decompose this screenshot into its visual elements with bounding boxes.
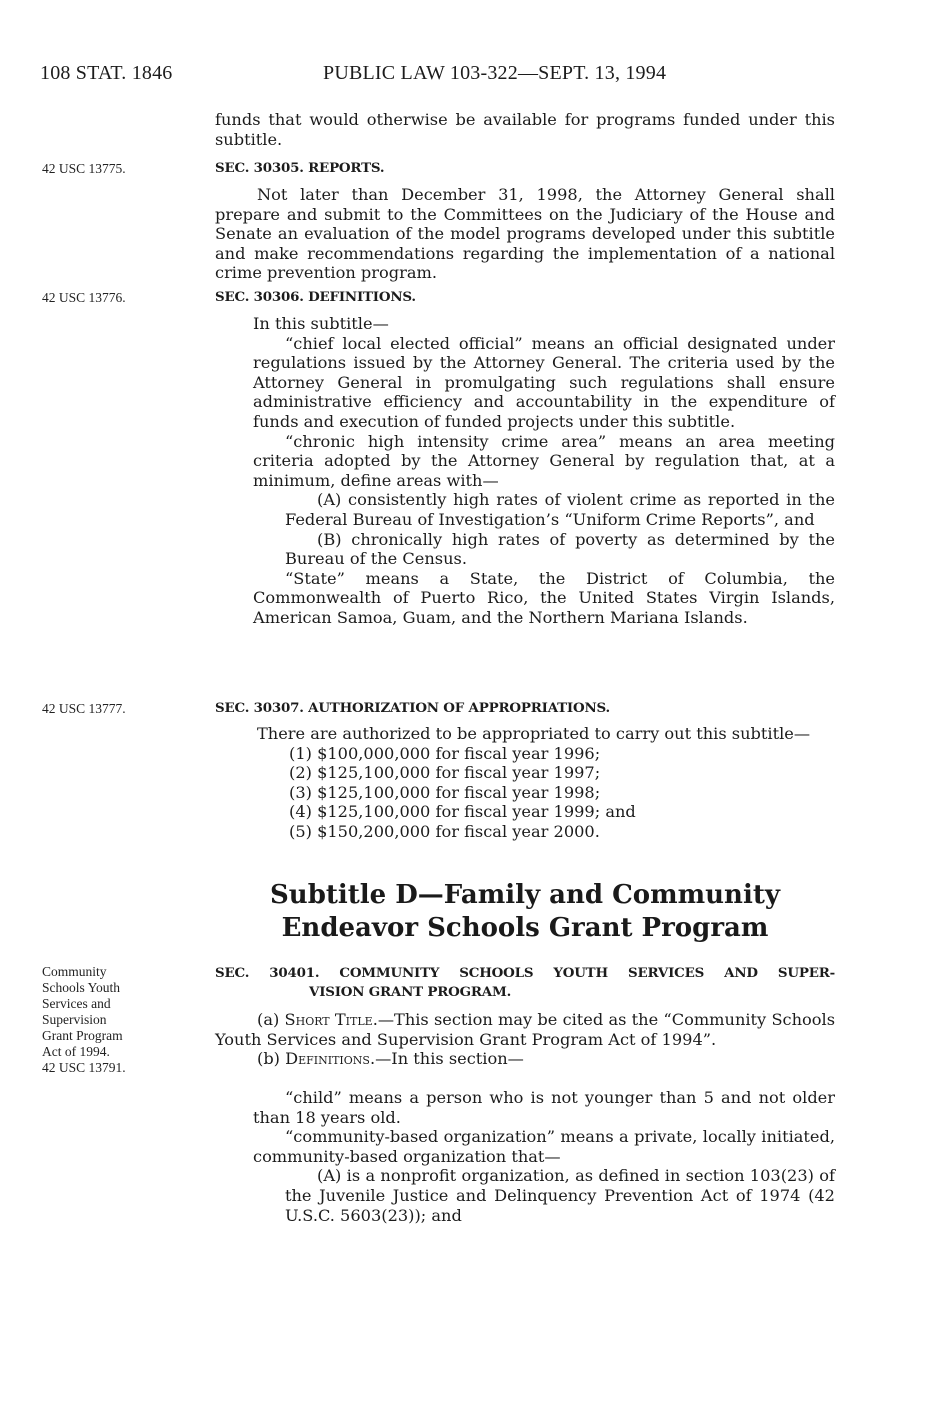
margin-note-usc-13775: 42 USC 13775. [42,161,126,176]
stat-page-citation: 108 STAT. 1846 [40,62,173,84]
short-title-caption: Short Title. [284,1010,378,1029]
subtitle-d-line-2: Endeavor Schools Grant Program [281,913,769,943]
reports-paragraph: Not later than December 31, 1998, the Attorney General shall prepare and submit to the Committees on the Judiciary of the House and Senate an evaluation of the model programs developed under this subtitle and make recommendations regarding the implementation of a national crime prevention program. [215,185,835,283]
appropriation-item-1: (1) $100,000,000 for fiscal year 1996; [289,743,601,763]
section-30401-definitions [253,1088,835,1225]
appropriation-item-2: (2) $125,100,000 for fiscal year 1997; [289,763,601,783]
definition-state: “State” means a State, the District of Columbia, the Commonwealth of Puerto Rico, the United States Virgin Islands, American Samoa, Guam, and the Northern Mariana Islands. [253,568,835,627]
definition-child: “child” means a person who is not younger than 5 and not older than 18 years old. [253,1088,835,1127]
section-30307-body [215,724,835,842]
subtitle-d-heading [215,879,835,945]
appropriations-intro: There are authorized to be appropriated to carry out this subtitle— [257,724,811,743]
definition-cbo-clause-a: (A) is a nonprofit organization, as defined in section 103(23) of the Juvenile Justice and Delinquency Prevention Act of 1974 (42 U.S.C. 5603(23)); and [285,1166,835,1225]
section-heading-30307: SEC. 30307. AUTHORIZATION OF APPROPRIATIONS. [215,700,610,716]
definition-chronic-clause-b: (B) chronically high rates of poverty as determined by the Bureau of the Census. [285,529,835,569]
margin-note-usc-13777: 42 USC 13777. [42,701,126,716]
definition-chief-local-elected-official: “chief local elected official” means an official designated under regulations issued by the Attorney General. The criteria used by the Attorney General in promulgating such regulations shall ensure administrative efficiency and accountability in the expenditure of funds and execution of funded projects under this subtitle. [253,333,835,431]
section-heading-30305: SEC. 30305. REPORTS. [215,160,385,176]
section-30401-body [215,1010,835,1069]
section-30305-body [215,185,835,283]
appropriation-item-5: (5) $150,200,000 for fiscal year 2000. [289,821,600,841]
definition-community-based-organization: “community-based organization” means a private, locally initiated, community-based organization that— [253,1127,835,1166]
definition-chronic-high-intensity-crime-area: “chronic high intensity crime area” means an area meeting criteria adopted by the Attorney General by regulation that, at a minimum, define areas with— [253,431,835,490]
appropriation-item-4: (4) $125,100,000 for fiscal year 1999; and [289,802,636,822]
definition-chronic-clause-a: (A) consistently high rates of violent crime as reported in the Federal Bureau of Investigation’s “Uniform Crime Reports”, and [285,490,835,529]
margin-note-usc-13776: 42 USC 13776. [42,290,126,305]
running-head [40,62,840,92]
section-heading-30401: SEC. 30401. COMMUNITY SCHOOLS YOUTH SERVICES AND SUPER- VISION GRANT PROGRAM. [215,965,835,1000]
margin-note-short-title-usc-13791: Community Schools Youth Services and Supervision Grant Program Act of 1994. 42 USC 13791. [42,964,126,1075]
subsection-b-definitions: (b) Definitions.—In this section— [257,1049,524,1069]
subsection-a-short-title: (a) Short Title.—This section may be cited as the “Community Schools Youth Services and Supervision Grant Program Act of 1994”. [215,1010,835,1049]
appropriation-item-3: (3) $125,100,000 for fiscal year 1998; [289,782,601,802]
public-law-header: PUBLIC LAW 103-322—SEPT. 13, 1994 [323,62,667,84]
section-30306-body [253,314,835,628]
subtitle-d-line-1: Subtitle D—Family and Community [270,880,780,910]
definitions-caption: Definitions. [285,1049,376,1069]
continuation-paragraph: funds that would otherwise be available for programs funded under this subtitle. [215,110,835,149]
section-heading-30306: SEC. 30306. DEFINITIONS. [215,289,416,305]
definitions-intro: In this subtitle— [253,314,389,333]
